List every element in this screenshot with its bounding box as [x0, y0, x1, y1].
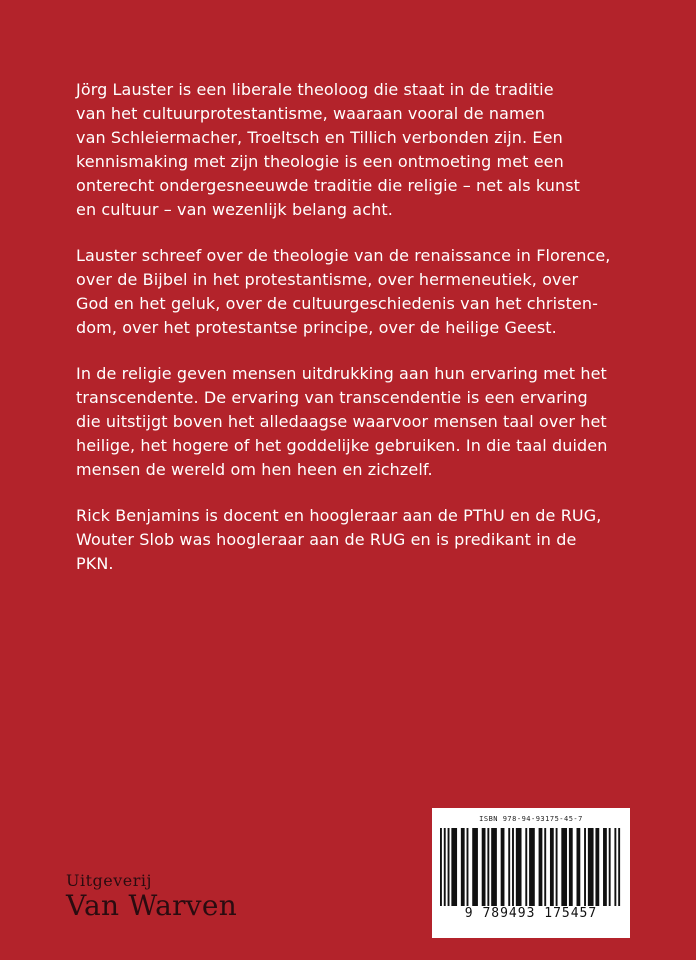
- isbn-label: ISBN 978-94-93175-45-7: [479, 815, 583, 823]
- barcode-bar: [512, 828, 514, 906]
- text-line: God en het geluk, over de cultuurgeschiedenis van het christen-: [76, 294, 598, 313]
- barcode-bar: [491, 828, 497, 906]
- blurb-paragraph-1: [76, 78, 636, 222]
- publisher-logo: [66, 872, 237, 922]
- barcode-bar: [614, 828, 616, 906]
- barcode-bar: [588, 828, 594, 906]
- barcode-bar: [609, 828, 611, 906]
- barcode-bar: [487, 828, 489, 906]
- blurb-paragraph-3: [76, 362, 636, 482]
- barcode-bars: [440, 828, 622, 906]
- text-line: PKN.: [76, 554, 114, 573]
- text-line: van het cultuurprotestantisme, waaraan vooral de namen: [76, 104, 545, 123]
- text-line: en cultuur – van wezenlijk belang acht.: [76, 200, 393, 219]
- text-line: Rick Benjamins is docent en hoogleraar aan de PThU en de RUG,: [76, 506, 602, 525]
- barcode-bar: [448, 828, 450, 906]
- barcode-bar: [603, 828, 607, 906]
- isbn-barcode: [432, 808, 630, 938]
- barcode-bar: [556, 828, 558, 906]
- barcode-bar: [461, 828, 465, 906]
- barcode-bar: [516, 828, 522, 906]
- text-line: mensen de wereld om hen heen en zichzelf.: [76, 460, 433, 479]
- text-line: In de religie geven mensen uitdrukking aan hun ervaring met het: [76, 364, 607, 383]
- barcode-bar: [550, 828, 554, 906]
- barcode-bar: [529, 828, 535, 906]
- barcode-bar: [440, 828, 442, 906]
- barcode-bar: [501, 828, 505, 906]
- text-line: kennismaking met zijn theologie is een ontmoeting met een: [76, 152, 564, 171]
- text-line: Lauster schreef over de theologie van de renaissance in Florence,: [76, 246, 611, 265]
- text-line: heilige, het hogere of het goddelijke gebruiken. In die taal duiden: [76, 436, 608, 455]
- blurb-text: [76, 78, 636, 598]
- barcode-bar: [508, 828, 510, 906]
- barcode-bar: [561, 828, 567, 906]
- barcode-bar: [569, 828, 573, 906]
- text-line: die uitstijgt boven het alledaagse waarvoor mensen taal over het: [76, 412, 607, 431]
- text-line: Jörg Lauster is een liberale theoloog die staat in de traditie: [76, 80, 554, 99]
- blurb-paragraph-4: [76, 504, 636, 576]
- barcode-bar: [482, 828, 486, 906]
- text-line: transcendente. De ervaring van transcendentie is een ervaring: [76, 388, 588, 407]
- barcode-bar: [595, 828, 599, 906]
- barcode-bar: [584, 828, 586, 906]
- barcode-bar: [539, 828, 543, 906]
- isbn-digits: 9 789493 175457: [464, 906, 598, 921]
- barcode-bar: [467, 828, 469, 906]
- barcode-bar: [544, 828, 546, 906]
- blurb-paragraph-2: [76, 244, 636, 340]
- barcode-bar: [525, 828, 527, 906]
- barcode-bar: [444, 828, 446, 906]
- barcode-bar: [451, 828, 457, 906]
- text-line: Wouter Slob was hoogleraar aan de RUG en is predikant in de: [76, 530, 577, 549]
- text-line: van Schleiermacher, Troeltsch en Tillich verbonden zijn. Een: [76, 128, 563, 147]
- barcode-bar: [618, 828, 620, 906]
- text-line: over de Bijbel in het protestantisme, over hermeneutiek, over: [76, 270, 579, 289]
- publisher-label: Uitgeverij: [66, 871, 152, 890]
- barcode-bar: [472, 828, 478, 906]
- publisher-name: Van Warven: [66, 889, 238, 922]
- text-line: dom, over het protestantse principe, over de heilige Geest.: [76, 318, 557, 337]
- barcode-bar: [577, 828, 581, 906]
- text-line: onterecht ondergesneeuwde traditie die religie – net als kunst: [76, 176, 581, 195]
